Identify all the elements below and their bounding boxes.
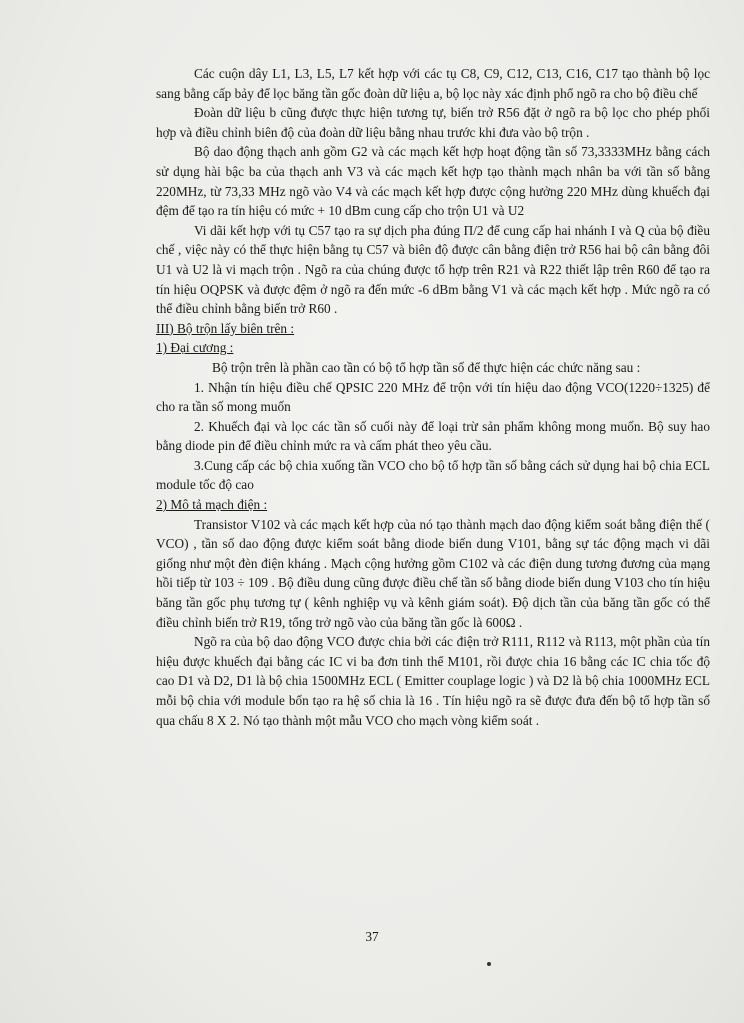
document-body	[156, 64, 710, 730]
section-heading-mixer: III) Bộ trộn lấy biên trên :	[156, 320, 295, 336]
list-item-2: 2. Khuếch đại và lọc các tần số cuối này để loại trừ sản phẩm không mong muốn. Bộ suy hao bằng diode pin để điều chỉnh mức ra và cấm phát theo yêu cầu.	[156, 418, 710, 454]
paragraph-filter: Các cuộn dây L1, L3, L5, L7 kết hợp với các tụ C8, C9, C12, C13, C16, C17 tạo thành bộ lọc sang bằng cấp bảy để lọc băng tần gốc đoàn dữ liệu a, bộ lọc này xác định phổ ngõ ra cho bộ điều chế	[156, 66, 710, 101]
list-item-3: 3.Cung cấp các bộ chia xuống tần VCO cho bộ tổ hợp tần số bằng cách sử dụng hai bộ chia ECL module tốc độ cao	[156, 457, 710, 493]
paragraph-divider: Ngõ ra của bộ dao động VCO được chia bởi các điện trở R111, R112 và R113, một phần của tín hiệu được khuếch đại bằng các IC vi ba đơn tinh thể M101, rồi được chia 16 bằng các IC chia tốc độ cao D1 và D2, D1 là bộ chia 1500MHz ECL ( Emitter couplage logic ) và D2 là bộ chia 1000MHz ECL mỗi bộ chia với module bốn tạo ra hệ số chia là 16 . Tín hiệu ngõ ra sẽ được đưa đến bộ tổ hợp tần số qua chấu 8 X 2. Nó tạo thành một mẫu VCO cho mạch vòng kiểm soát .	[156, 634, 710, 728]
page-number: 37	[365, 929, 379, 944]
paragraph-oscillator: Bộ dao động thạch anh gồm G2 và các mạch kết hợp hoạt động tần số 73,3333MHz bằng cách sử dụng hài bậc ba của thạch anh V3 và các mạch kết hợp tạo thành mạch nhân ba với tần số bằng 220MHz, từ 73,33 MHz ngõ vào V4 và các mạch kết hợp được cộng hưởng 220 MHz dùng khuếch đại đệm để tạo ra tín hiệu có mức + 10 dBm cung cấp cho trộn U1 và U2	[156, 144, 710, 219]
scan-speck	[487, 962, 491, 966]
paragraph-vco: Transistor V102 và các mạch kết hợp của nó tạo thành mạch dao động kiểm soát bằng điện thế ( VCO) , tần số dao động được kiểm soát bằng diode biến dung V101, bằng sự tác động mạch vi dãi giống như một đèn điện kháng . Mạch cộng hưởng gồm C102 và các điện dung tương đương của mạng hồi tiếp từ 103 ÷ 109 . Bộ điều dung cũng được điều chế tần số bằng diode biến dung V103 cho tín hiệu băng tần gốc phụ tương tự ( kênh nghiệp vụ và kênh giám soát). Độ dịch tần của băng tần gốc có thể điều chỉnh biến trở R19, tổng trở ngõ vào của băng tần gốc là 600Ω .	[156, 516, 710, 630]
subsection-heading-overview: 1) Đại cương :	[156, 340, 234, 356]
paragraph-phase-shift: Vi dãi kết hợp với tụ C57 tạo ra sự dịch pha đúng Π/2 để cung cấp hai nhánh I và Q của bộ điều chế , việc này có thể thực hiện bằng tụ C57 và biên độ được cân bằng điện trở R56 hai bộ cân bằng đôi U1 và U2 là vi mạch trộn . Ngõ ra của chúng được tổ hợp trên R21 và R22 thiết lập trên R60 để tạo ra tín hiệu OQPSK và được đệm ở ngõ ra đến mức -6 dBm bằng V1 và các mạch kết hợp . Mức ngõ ra có thể điều chỉnh bằng biến trở R60 .	[156, 222, 710, 317]
paragraph-data-b: Đoàn dữ liệu b cũng được thực hiện tương tự, biến trở R56 đặt ở ngõ ra bộ lọc cho phép phối hợp và điều chỉnh biên độ của đoàn dữ liệu bằng nhau trước khi đưa vào bộ trộn .	[156, 105, 710, 140]
list-item-1: 1. Nhận tín hiệu điều chế QPSIC 220 MHz để trộn với tín hiệu dao động VCO(1220÷1325) để cho ra tần số mong muốn	[156, 379, 710, 415]
paragraph-overview: Bộ trộn trên là phần cao tần có bộ tổ hợp tần số để thực hiện các chức năng sau :	[212, 359, 641, 375]
subsection-heading-circuit: 2) Mô tả mạch điện :	[156, 497, 268, 513]
